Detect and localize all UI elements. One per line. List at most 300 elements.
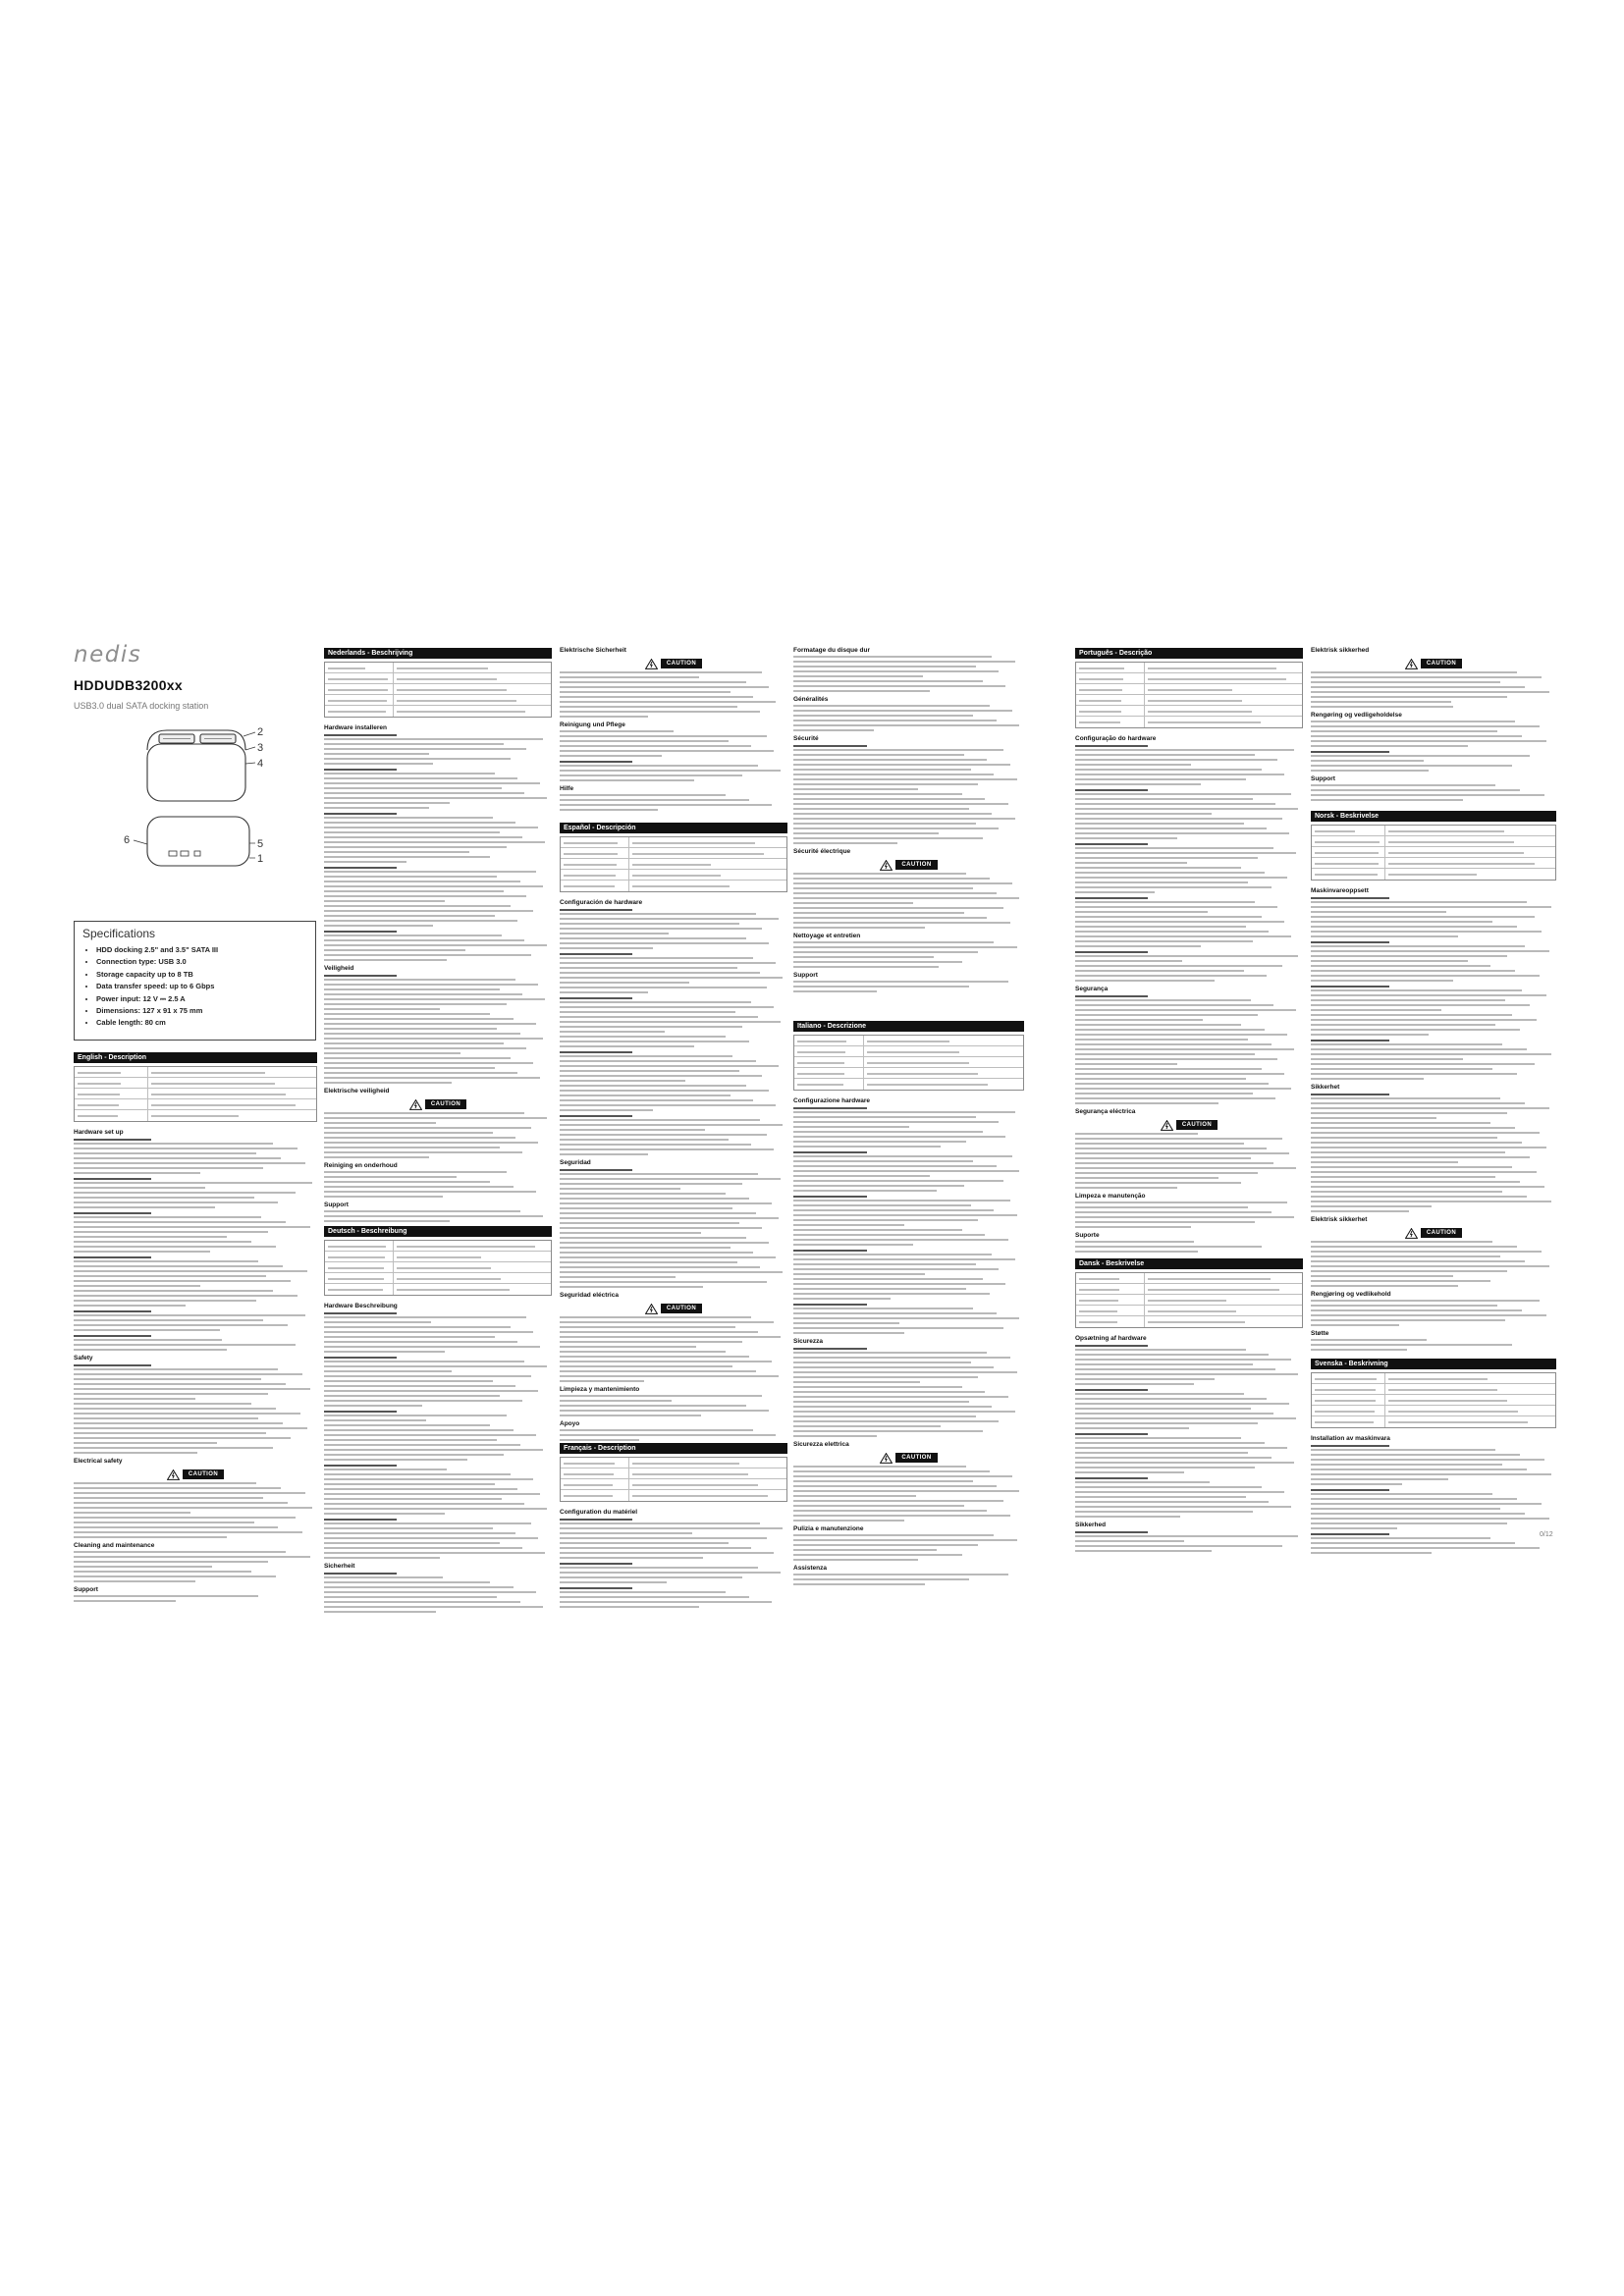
table-cell-description (629, 1458, 786, 1468)
caution-label: CAUTION (1421, 659, 1462, 668)
paragraph (1311, 671, 1556, 708)
text-line (1311, 1009, 1441, 1011)
description-table (74, 1066, 317, 1122)
text-line (1311, 1255, 1500, 1257)
text-line (324, 827, 538, 828)
text-line (793, 1131, 983, 1133)
text-line (1311, 1029, 1520, 1031)
text-line (324, 998, 545, 1000)
text-line (324, 979, 515, 981)
text-line (564, 864, 617, 866)
text-line (1075, 808, 1298, 810)
subheading-placeholder (324, 733, 552, 738)
text-line (324, 1473, 511, 1475)
paragraph (324, 1210, 552, 1222)
table-cell-number (794, 1079, 864, 1090)
text-line (1079, 678, 1123, 680)
text-line (1075, 881, 1248, 883)
text-line (1075, 886, 1272, 888)
text-line (324, 1042, 504, 1044)
table-row (794, 1068, 1023, 1079)
text-line (151, 1115, 239, 1117)
text-line (324, 1552, 545, 1554)
text-line (1311, 911, 1446, 913)
text-line (1075, 798, 1253, 800)
text-line (324, 1156, 429, 1158)
text-line (1148, 1321, 1245, 1323)
section-heading: Reiniging en onderhoud (324, 1162, 398, 1169)
table-row (325, 1252, 551, 1262)
text-line (1311, 1542, 1515, 1544)
text-line (1075, 818, 1282, 820)
paragraph (793, 1534, 1024, 1561)
text-line (1311, 1473, 1551, 1475)
table-row (325, 1273, 551, 1284)
table-row (1076, 706, 1302, 717)
text-line (564, 885, 615, 887)
text-line (1075, 813, 1212, 815)
text-line (324, 1508, 547, 1510)
text-line (324, 1003, 507, 1005)
text-line (1311, 1024, 1495, 1026)
device-body-outline (147, 817, 249, 866)
text-line (560, 1222, 739, 1224)
text-line (324, 1176, 457, 1178)
text-line (1075, 1029, 1265, 1031)
text-line (324, 1434, 536, 1436)
text-line (74, 1442, 217, 1444)
text-line (324, 1351, 445, 1353)
text-line (1075, 1506, 1291, 1508)
text-line (560, 686, 769, 688)
section-heading: Sikkerhed (1075, 1522, 1107, 1528)
text-line (324, 1532, 515, 1534)
paragraph (793, 1155, 1024, 1192)
spec-item: • Cable length: 80 cm (96, 1017, 307, 1029)
subheading-placeholder (1311, 1444, 1556, 1449)
text-line (793, 946, 1017, 948)
text-line (1075, 1413, 1273, 1415)
paragraph (1311, 989, 1556, 1036)
section-header: Deutsch - Beschreibung (324, 1226, 552, 1237)
description-table (560, 1457, 787, 1502)
text-line (1075, 916, 1262, 918)
paragraph (324, 1361, 552, 1407)
table-cell-number (325, 695, 394, 705)
text-line (793, 1401, 969, 1403)
table-cell-description (1145, 1273, 1302, 1283)
text-line (397, 1267, 491, 1269)
section-heading: Support (324, 1201, 349, 1208)
text-line (324, 1047, 526, 1049)
text-line (560, 1242, 769, 1244)
text-line (324, 1033, 520, 1035)
text-line (560, 676, 699, 678)
table-row (325, 673, 551, 684)
paragraph (324, 979, 552, 1084)
text-line (1311, 1210, 1409, 1212)
text-line (1311, 1454, 1520, 1456)
table-cell-number (1312, 1406, 1385, 1415)
text-line (74, 1580, 195, 1582)
text-line (74, 1566, 212, 1568)
text-line (867, 1084, 988, 1086)
text-line (1311, 1270, 1507, 1272)
text-line (793, 1480, 973, 1482)
text-line (1075, 935, 1291, 937)
table-cell-description (1385, 836, 1555, 846)
subheading-placeholder (793, 1150, 1024, 1155)
specifications-list (82, 944, 307, 1030)
section-heading: Limpieza y mantenimiento (560, 1386, 640, 1393)
text-line (74, 1319, 263, 1321)
table-cell-number (325, 1252, 394, 1261)
text-line (1311, 1196, 1527, 1198)
text-line (560, 1346, 696, 1348)
table-row (1076, 673, 1302, 684)
text-line (324, 1072, 517, 1074)
paragraph (324, 1468, 552, 1515)
subheading-placeholder (324, 1311, 552, 1316)
text-line (1075, 1363, 1253, 1365)
section-heading: Apoyo (560, 1420, 580, 1427)
text-line (632, 885, 730, 887)
text-line (793, 1490, 1019, 1492)
text-line (793, 1396, 1008, 1398)
section-header: Norsk - Beskrivelse (1311, 811, 1556, 822)
table-cell-description (1385, 1416, 1555, 1427)
text-line (1075, 1078, 1246, 1080)
text-line (324, 802, 450, 804)
warning-triangle-icon (409, 1099, 422, 1110)
subheading-placeholder (1075, 1476, 1303, 1481)
spec-item: • Connection type: USB 3.0 (96, 956, 307, 968)
table-row (1076, 684, 1302, 695)
table-cell-description (629, 848, 786, 858)
text-line (793, 1308, 973, 1309)
specifications-box (74, 921, 316, 1041)
warning-triangle-icon (1405, 659, 1418, 669)
text-line (324, 1122, 436, 1124)
table-row (1076, 1306, 1302, 1316)
text-line (1311, 696, 1507, 698)
port (181, 851, 189, 856)
text-line (324, 1191, 536, 1193)
text-line (1311, 1201, 1551, 1202)
text-line (793, 1534, 994, 1536)
text-line (1311, 1053, 1551, 1055)
text-line (793, 832, 939, 834)
text-line (793, 1515, 1010, 1517)
paragraph (1075, 749, 1303, 785)
text-line (151, 1072, 265, 1074)
text-line (793, 1357, 1010, 1359)
text-line (1311, 989, 1522, 991)
table-cell-number (561, 870, 629, 880)
text-line (324, 1586, 514, 1588)
text-line (74, 1482, 256, 1484)
text-line (1311, 1034, 1429, 1036)
paragraph (560, 913, 787, 949)
subheading-placeholder (1075, 744, 1303, 749)
table-cell-description (394, 1284, 551, 1295)
text-line (793, 922, 1010, 924)
table-row (794, 1046, 1023, 1057)
text-line (324, 841, 545, 843)
text-line (793, 1386, 962, 1388)
text-line (1075, 940, 1253, 942)
text-line (324, 748, 526, 750)
text-line (1311, 740, 1546, 742)
text-line (1075, 1378, 1215, 1380)
table-cell-number (1312, 847, 1385, 857)
text-line (632, 842, 755, 844)
text-line (1311, 1251, 1542, 1253)
text-line (793, 1268, 999, 1270)
subheading-placeholder (793, 1347, 1024, 1352)
text-line (1075, 1058, 1277, 1060)
text-line (324, 1346, 540, 1348)
text-line (397, 689, 507, 691)
paragraph (793, 656, 1024, 692)
text-line (1311, 691, 1549, 693)
table-cell-number (75, 1089, 148, 1098)
section-norwegian (1311, 811, 1556, 1354)
paragraph (560, 1522, 787, 1559)
table-cell-number (75, 1110, 148, 1121)
text-line (1075, 1422, 1258, 1424)
text-line (1311, 901, 1527, 903)
paragraph (1075, 1481, 1303, 1518)
text-line (1311, 681, 1500, 683)
table-row (75, 1089, 316, 1099)
text-line (793, 1391, 985, 1393)
text-line (1311, 1156, 1530, 1158)
text-line (324, 1361, 524, 1362)
text-line (324, 954, 531, 956)
table-cell-number (325, 1284, 394, 1295)
section-header: Italiano - Descrizione (793, 1021, 1024, 1032)
text-line (793, 1420, 999, 1422)
text-line (1311, 1552, 1432, 1554)
text-line (1075, 965, 1282, 967)
text-line (793, 1495, 916, 1497)
text-line (1311, 1112, 1507, 1114)
table-cell-number (75, 1078, 148, 1088)
section-portuguese (1075, 648, 1303, 1255)
table-cell-number (325, 1273, 394, 1283)
text-line (793, 793, 962, 795)
text-line (560, 1537, 767, 1539)
text-line (1311, 701, 1451, 703)
text-line (1311, 760, 1424, 762)
text-line (793, 1411, 1015, 1413)
text-line (793, 724, 1019, 726)
table-cell-description (394, 1262, 551, 1272)
text-line (560, 1276, 676, 1278)
text-line (793, 1288, 966, 1290)
paragraph (560, 1316, 787, 1382)
warning-triangle-icon (645, 1304, 658, 1314)
text-line (560, 1227, 762, 1229)
text-line (793, 1254, 992, 1255)
section-heading: Assistenza (793, 1565, 827, 1572)
text-line (324, 925, 433, 927)
text-line (560, 933, 669, 934)
text-line (1075, 764, 1191, 766)
text-line (560, 1085, 746, 1087)
text-line (560, 1173, 758, 1175)
table-row (75, 1110, 316, 1121)
text-line (324, 836, 522, 838)
table-cell-number (1312, 1384, 1385, 1394)
text-line (564, 1495, 613, 1497)
subheading-placeholder (1311, 896, 1556, 901)
table-row (1076, 695, 1302, 706)
text-line (560, 967, 737, 969)
table-cell-description (1385, 1373, 1555, 1383)
text-line (560, 1261, 737, 1263)
text-line (324, 1424, 490, 1426)
section-heading: Safety (74, 1355, 93, 1362)
section-heading: Seguridad eléctrica (560, 1292, 619, 1299)
table-cell-description (864, 1079, 1023, 1090)
text-line (397, 711, 525, 713)
text-line (793, 813, 992, 815)
text-line (1075, 1019, 1203, 1021)
section-heading: Sécurité électrique (793, 848, 851, 855)
text-line (1075, 1097, 1275, 1099)
paragraph (1075, 1241, 1303, 1253)
text-line (1148, 1278, 1271, 1280)
text-line (1075, 1068, 1262, 1070)
text-line (324, 1547, 522, 1549)
text-line (560, 1532, 692, 1534)
text-line (793, 1583, 925, 1585)
paragraph (793, 749, 1024, 844)
text-line (1311, 945, 1525, 947)
table-cell-description (864, 1046, 1023, 1056)
text-line (74, 1575, 276, 1577)
section-heading: Elektrisk sikkerhet (1311, 1216, 1368, 1223)
paragraph (793, 1254, 1024, 1300)
paragraph (793, 1308, 1024, 1334)
section-german (324, 1226, 552, 1616)
section-heading: Sécurité (793, 735, 819, 742)
table-cell-description (394, 1241, 551, 1251)
text-line (1075, 1182, 1241, 1184)
text-line (324, 1454, 504, 1456)
text-line (560, 1232, 701, 1234)
subheading-placeholder (74, 1138, 317, 1143)
text-line (1311, 1464, 1502, 1466)
text-line (1148, 689, 1232, 691)
text-line (324, 1117, 547, 1119)
text-line (74, 1216, 261, 1218)
text-line (1075, 828, 1267, 829)
text-line (74, 1329, 220, 1331)
text-line (1311, 730, 1497, 732)
warning-triangle-icon (880, 1453, 893, 1464)
text-line (324, 773, 495, 774)
text-line (793, 1224, 904, 1226)
table-cell-description (148, 1089, 316, 1098)
text-line (793, 1180, 1003, 1182)
text-line (1075, 1516, 1180, 1518)
spec-item: • Dimensions: 127 x 91 x 75 mm (96, 1005, 307, 1017)
text-line (1075, 1014, 1258, 1016)
text-line (560, 1331, 758, 1333)
text-line (324, 1013, 490, 1015)
text-line (793, 1322, 899, 1324)
text-line (74, 1422, 283, 1424)
subheading-placeholder (1075, 842, 1303, 847)
text-line (1075, 832, 1289, 834)
text-line (324, 984, 538, 986)
text-line (793, 887, 973, 889)
text-line (793, 1371, 1017, 1373)
text-line (1311, 1265, 1549, 1267)
text-line (560, 779, 694, 781)
text-line (793, 1273, 925, 1275)
text-line (560, 681, 746, 683)
text-line (560, 1099, 753, 1101)
table-cell-number (561, 1458, 629, 1468)
text-line (1075, 921, 1284, 923)
text-line (1075, 1545, 1282, 1547)
text-line (793, 1293, 990, 1295)
table-row (1312, 1395, 1555, 1406)
text-line (1079, 721, 1120, 723)
text-line (1075, 1143, 1244, 1145)
text-line (1075, 1039, 1248, 1041)
paragraph (1075, 1201, 1303, 1228)
text-line (793, 1214, 1017, 1216)
table-cell-description (1385, 826, 1555, 835)
text-line (793, 927, 925, 929)
table-row (1312, 1416, 1555, 1427)
text-line (1311, 1518, 1549, 1520)
text-line (560, 750, 774, 752)
subheading-placeholder (1311, 1039, 1556, 1043)
text-line (1311, 1019, 1537, 1021)
text-line (74, 1251, 210, 1253)
table-cell-description (629, 859, 786, 869)
table-cell-number (1076, 684, 1145, 694)
paragraph (324, 1316, 552, 1353)
text-line (1075, 1437, 1241, 1439)
table-row (1312, 858, 1555, 869)
paragraph (793, 1352, 1024, 1437)
section-heading: Cleaning and maintenance (74, 1542, 155, 1549)
subheading-placeholder (793, 1303, 1024, 1308)
text-line (324, 1527, 493, 1529)
text-line (1311, 1305, 1497, 1307)
table-cell-description (629, 1490, 786, 1501)
text-line (560, 1271, 783, 1273)
text-line (793, 1160, 973, 1162)
text-line (560, 1601, 772, 1603)
text-line (74, 1571, 251, 1573)
table-cell-number (75, 1067, 148, 1077)
table-row (561, 1458, 786, 1468)
device-body-outline (147, 744, 245, 801)
table-cell-description (1385, 847, 1555, 857)
caution-label: CAUTION (183, 1469, 224, 1479)
text-line (793, 1234, 985, 1236)
text-line (1388, 852, 1524, 854)
text-line (1075, 823, 1244, 825)
